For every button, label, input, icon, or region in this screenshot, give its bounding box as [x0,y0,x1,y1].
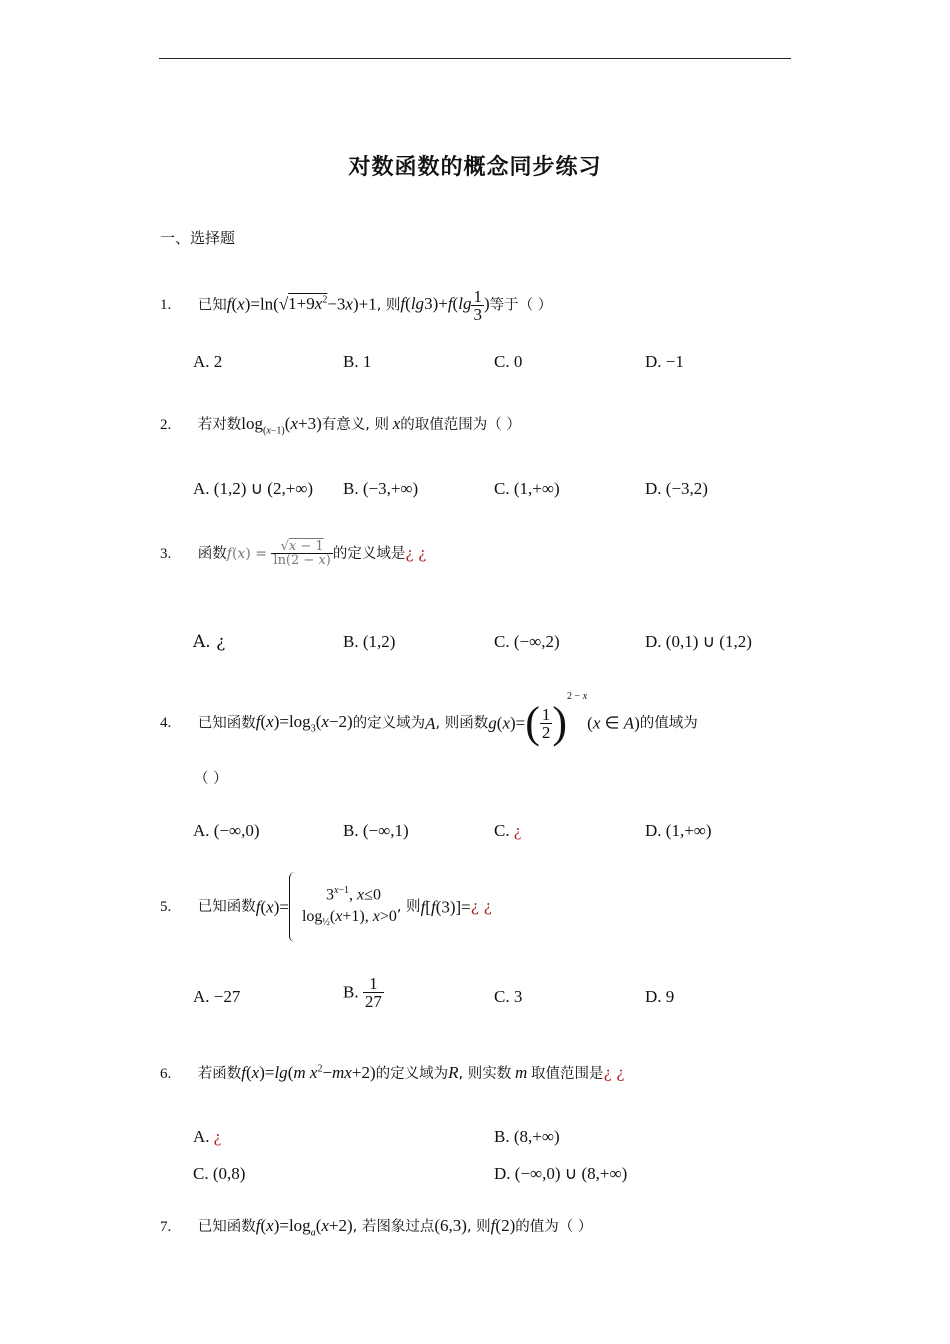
question-1: 1. 已知$f(x)=\ln(√1+9x^2-3x)+1$, 则f(lg3)+f(lg $\frac{1}{3}$ )等于（ ） [160,287,553,324]
q4-option-d[interactable]: D. (1,+∞) [645,821,712,840]
section-heading: 一、选择题 [160,229,236,247]
q6-option-c[interactable]: C. (0,8) [193,1164,246,1183]
q2-option-b[interactable]: B. (−3,+∞) [343,479,419,498]
question-7: 7. 已知函数$f(x)=\log_a(x+2)$, 若图象过点(6,3), 则f(2)的值为（ ） [160,1216,593,1239]
q6-option-a[interactable]: A. ¿ [193,1127,222,1146]
question-4: 4. 已知函数$f(x)=\log_3(x-2)$的定义域为A, 则函数g(x)=( $\frac{1}{2}$ )$^{2 - x}$(x ∈ A)的值域为 [160,691,698,748]
q5-option-c[interactable]: C. 3 [494,987,523,1006]
piecewise-cases: $3^{x-1}$, x≤0 $\log_{\frac{1}{2}}(x+1)$, x>0 [301,885,397,929]
q6-option-d[interactable]: D. (−∞,0) ∪ (8,+∞) [494,1164,628,1183]
q3-option-a[interactable]: A. ¿ [193,632,226,652]
q3-option-b[interactable]: B. (1,2) [343,632,396,651]
q5-option-b[interactable]: B. $\frac{1}{27}$ [343,974,382,1011]
q2-option-c[interactable]: C. (1,+∞) [494,479,560,498]
q2-option-a[interactable]: A. (1,2) ∪ (2,+∞) [193,479,314,498]
q4-option-a[interactable]: A. (−∞,0) [193,821,260,840]
q6-option-b[interactable]: B. (8,+∞) [494,1127,560,1146]
piecewise-brace [289,872,298,942]
q1-option-b[interactable]: B. 1 [343,352,372,371]
formula-image-q3: f(x) = $\frac{√x - 1}{\ln(2 - x)}$ [226,539,331,568]
q2-option-d[interactable]: D. (−3,2) [645,479,708,498]
fraction-1-27: $\frac{1}{27}$ [364,974,382,1011]
q3-option-d[interactable]: D. (0,1) ∪ (1,2) [645,632,752,651]
q4-answer-paren: （ ） [194,771,228,787]
q5-option-a[interactable]: A. −27 [193,987,241,1006]
question-6: 6. 若函数f(x)=lg(m $x^2-mx+2$)的定义域为R, 则实数 m 取值范围是¿ ¿ [160,1063,625,1082]
q1-option-c[interactable]: C. 0 [494,352,523,371]
q1-option-a[interactable]: A. 2 [193,352,223,371]
q4-option-b[interactable]: B. (−∞,1) [343,821,409,840]
page-title: 对数函数的概念同步练习 [348,155,602,180]
header-rule [159,58,791,59]
q3-option-c[interactable]: C. (−∞,2) [494,632,560,651]
question-2: 2. 若对数$\log_{(x-1)}(x+3)$有意义, 则 x的取值范围为（ ） [160,414,521,437]
q5-option-d[interactable]: D. 9 [645,987,675,1006]
q4-option-c[interactable]: C. ¿ [494,821,522,840]
q1-option-d[interactable]: D. −1 [645,352,684,371]
question-5: 5. 已知函数f(x)= $3^{x-1}$, x≤0 $\log_{\frac{1}{2}}(x+1)$, x>0 , 则f[f(3)]=¿ ¿ [160,872,492,942]
question-3: 3. 函数f(x) = $\frac{√x - 1}{\ln(2 - x)}$ 的定义域是¿ ¿ [160,539,427,568]
